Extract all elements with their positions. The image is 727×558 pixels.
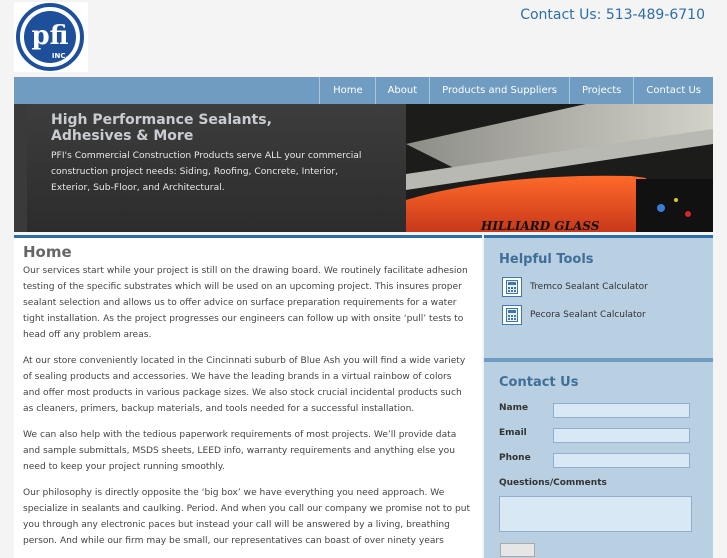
email-label: Email: [499, 428, 527, 438]
tool-label: Pecora Sealant Calculator: [530, 310, 646, 320]
pecora-calculator-link[interactable]: [502, 305, 646, 325]
content-paragraph-4: Our philosophy is directly opposite the ‘big box’ we have everything you need approach. We specialize in sealants and caulking. Period. And when you call our company we promise not to put you through any electronic paces but instead your call will be answered by a living, breathing person. And while our firm may be small, our representatives can boast of over ninety years: [23, 488, 471, 546]
email-field[interactable]: [553, 428, 690, 443]
nav-item-home[interactable]: Home: [319, 77, 375, 104]
content-paragraph-3: We can also help with the tedious paperwork requirements of most projects. We’ll provide data and sample submittals, MSDS sheets, LEED info, warranty requirements and anything else you need to keep your project running smoothly.: [23, 430, 457, 472]
logo-sub: INC.: [51, 52, 69, 60]
hero-title-line-1: High Performance Sealants,: [51, 112, 272, 128]
name-field[interactable]: [553, 403, 690, 418]
logo-text: pfi: [31, 21, 69, 51]
contact-form-title: Contact Us: [499, 375, 579, 390]
main-nav: [14, 77, 713, 104]
phone-label: Phone: [499, 453, 531, 463]
page-title: Home: [23, 243, 72, 261]
nav-item-projects[interactable]: Projects: [569, 77, 633, 104]
helpful-tools-title: Helpful Tools: [499, 252, 594, 267]
hero-title: [51, 112, 311, 144]
content-paragraph-1: Our services start while your project is still on the drawing board. We routinely facilitate adhesion testing of the specific substrates which will be used on an upcoming project. This insures proper sealant selection and allows us to offer advice on surface preparation requirements for a water tight installation. As the project progresses our engineers can follow up with onsite ‘pull’ tests to head off any problem areas.: [23, 266, 468, 340]
comments-label: Questions/Comments: [499, 478, 607, 488]
content-paragraph-2: At our store conveniently located in the Cincinnati suburb of Blue Ash you will find a wide variety of sealing products and accessories. We have the leading brands in a virtual rainbow of colors and offer most products in various package sizes. We also stock crucial incidental products such as cleaners, primers, backup materials, and tools needed for a successful installation.: [23, 356, 466, 414]
hero-description: PFI's Commercial Construction Products serve ALL your commercial construction project needs: Siding, Roofing, Concrete, Interior, Exterior, Sub-Floor, and Architectural.: [51, 150, 362, 193]
helpful-tools-panel: [484, 238, 713, 358]
comments-textarea[interactable]: [499, 496, 692, 532]
nav-item-contact-us[interactable]: Contact Us: [633, 77, 713, 104]
contact-form: [484, 362, 713, 558]
hero-photo: [406, 104, 713, 232]
header-contact-phone: Contact Us: 513-489-6710: [520, 7, 705, 23]
svg-text:HILLIARD GLASS: HILLIARD GLASS: [481, 219, 600, 232]
pfi-logo[interactable]: [14, 2, 88, 72]
tool-label: Tremco Sealant Calculator: [530, 282, 648, 292]
nav-item-products-and-suppliers[interactable]: Products and Suppliers: [429, 77, 569, 104]
hero-title-line-2: Adhesives & More: [51, 128, 194, 144]
calculator-icon: [502, 277, 522, 297]
phone-field[interactable]: [553, 453, 690, 468]
nav-item-about[interactable]: About: [375, 77, 430, 104]
name-label: Name: [499, 403, 529, 413]
tremco-calculator-link[interactable]: [502, 277, 648, 297]
calculator-icon: [502, 305, 522, 325]
submit-button[interactable]: [500, 543, 535, 557]
sidebar: [484, 235, 713, 558]
hero-banner: [14, 104, 713, 232]
main-content: [14, 235, 482, 558]
